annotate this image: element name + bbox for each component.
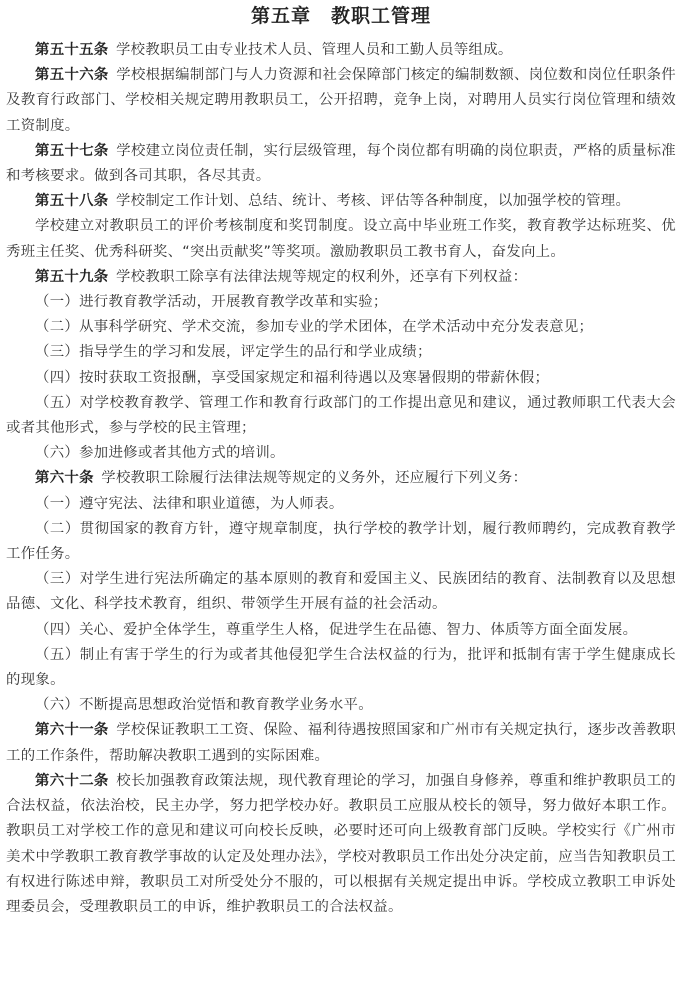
article-paragraph bbox=[6, 189, 676, 214]
article-number: 第六十二条 bbox=[35, 772, 109, 789]
article-paragraph bbox=[6, 265, 676, 290]
list-item-text: （四）按时获取工资报酬，享受国家规定和福利待遇以及寒暑假期的带薪休假； bbox=[35, 369, 550, 386]
article-paragraph bbox=[6, 466, 676, 491]
list-item-text: （六）不断提高思想政治觉悟和教育教学业务水平。 bbox=[35, 697, 373, 714]
article-paragraph bbox=[6, 63, 676, 139]
article-number: 第五十八条 bbox=[35, 193, 109, 210]
list-item-text: （四）关心、爱护全体学生，尊重学生人格，促进学生在品德、智力、体质等方面全面发展。 bbox=[35, 621, 638, 638]
list-item bbox=[6, 643, 676, 693]
list-item bbox=[6, 441, 676, 466]
list-item bbox=[6, 693, 676, 718]
article-number: 第五十九条 bbox=[35, 268, 109, 285]
list-item-text: （一）遵守宪法、法律和职业道德，为人师表。 bbox=[35, 495, 344, 512]
chapter-title: 第五章 教职工管理 bbox=[250, 5, 431, 27]
article-paragraph bbox=[6, 718, 676, 768]
list-item-text: （二）从事科学研究、学术交流，参加专业的学术团体，在学术活动中充分发表意见； bbox=[35, 319, 594, 336]
list-item bbox=[6, 366, 676, 391]
list-item-text: （六）参加进修或者其他方式的培训。 bbox=[35, 445, 285, 462]
article-text: 学校保证教职工工资、保险、福利待遇按照国家和广州市有关规定执行，逐步改善教职工的工作条件，帮助解决教职工遇到的实际困难。 bbox=[6, 722, 676, 764]
list-item bbox=[6, 567, 676, 617]
list-item-text: （二）贯彻国家的教育方针，遵守规章制度，执行学校的教学计划，履行教师聘约，完成教育教学工作任务。 bbox=[6, 520, 676, 563]
article-paragraph bbox=[6, 38, 676, 63]
list-item-text: （一）进行教育教学活动，开展教育教学改革和实验； bbox=[35, 294, 388, 311]
list-item-text: （三）指导学生的学习和发展，评定学生的品行和学业成绩； bbox=[35, 344, 432, 361]
article-number: 第六十条 bbox=[35, 470, 94, 487]
list-item bbox=[6, 290, 676, 315]
list-item bbox=[6, 391, 676, 441]
list-item bbox=[6, 517, 676, 567]
article-paragraph bbox=[6, 769, 676, 920]
list-item bbox=[6, 315, 676, 340]
article-text: 校长加强教育政策法规，现代教育理论的学习，加强自身修养，尊重和维护教职员工的合法权益，依法治校，民主办学，努力把学校办好。教职员工应服从校长的领导，努力做好本职工作。教职员工对学校工作的意见和建议可向校长反映，必要时还可向上级教育部门反映。学校实行《广州市美术中学教职工教育教学事故的认定及处理办法》，学校对教职员工作出处分决定前，应当告知教职员工有权进行陈述申辩，教职员工对所受处分不服的，可以根据有关规定提出申诉。学校成立教职工申诉处理委员会，受理教职员工的申诉，维护教职员工的合法权益。 bbox=[6, 772, 676, 915]
list-item-text: （三）对学生进行宪法所确定的基本原则的教育和爱国主义、民族团结的教育、法制教育以及思想品德、文化、科学技术教育，组织、带领学生开展有益的社会活动。 bbox=[6, 571, 676, 613]
paragraph-text: 学校建立对教职员工的评价考核制度和奖罚制度。设立高中毕业班工作奖，教育教学达标班奖、优秀班主任奖、优秀科研奖、“突出贡献奖”等奖项。激励教职员工教书育人，奋发向上。 bbox=[6, 218, 676, 260]
article-text: 学校根据编制部门与人力资源和社会保障部门核定的编制数额、岗位数和岗位任职条件及教育行政部门、学校相关规定聘用教职员工，公开招聘，竞争上岗，对聘用人员实行岗位管理和绩效工资制度。 bbox=[6, 67, 676, 134]
article-number: 第五十六条 bbox=[35, 67, 109, 84]
list-item bbox=[6, 618, 676, 643]
list-item bbox=[6, 492, 676, 517]
article-text: 学校建立岗位责任制，实行层级管理，每个岗位都有明确的岗位职责，严格的质量标准和考核要求。做到各司其职，各尽其责。 bbox=[6, 142, 676, 185]
list-item-text: （五）对学校教育教学、管理工作和教育行政部门的工作提出意见和建议，通过教师职工代表大会或者其他形式，参与学校的民主管理； bbox=[6, 394, 676, 437]
article-text: 学校制定工作计划、总结、统计、考核、评估等各种制度，以加强学校的管理。 bbox=[115, 193, 631, 210]
article-number: 第六十一条 bbox=[35, 722, 109, 739]
list-item bbox=[6, 340, 676, 365]
article-number: 第五十七条 bbox=[35, 142, 109, 159]
article-text: 学校教职工除履行法律法规等规定的义务外，还应履行下列义务： bbox=[101, 470, 528, 487]
article-number: 第五十五条 bbox=[35, 42, 109, 58]
article-text: 学校教职工除享有法律法规等规定的权利外，还享有下列权益： bbox=[115, 268, 528, 285]
list-item-text: （五）制止有害于学生的行为或者其他侵犯学生合法权益的行为，批评和抵制有害于学生健康成长的现象。 bbox=[6, 646, 676, 689]
article-text: 学校教职员工由专业技术人员、管理人员和工勤人员等组成。 bbox=[115, 42, 513, 58]
article-paragraph bbox=[6, 139, 676, 189]
body-paragraph bbox=[6, 214, 676, 264]
